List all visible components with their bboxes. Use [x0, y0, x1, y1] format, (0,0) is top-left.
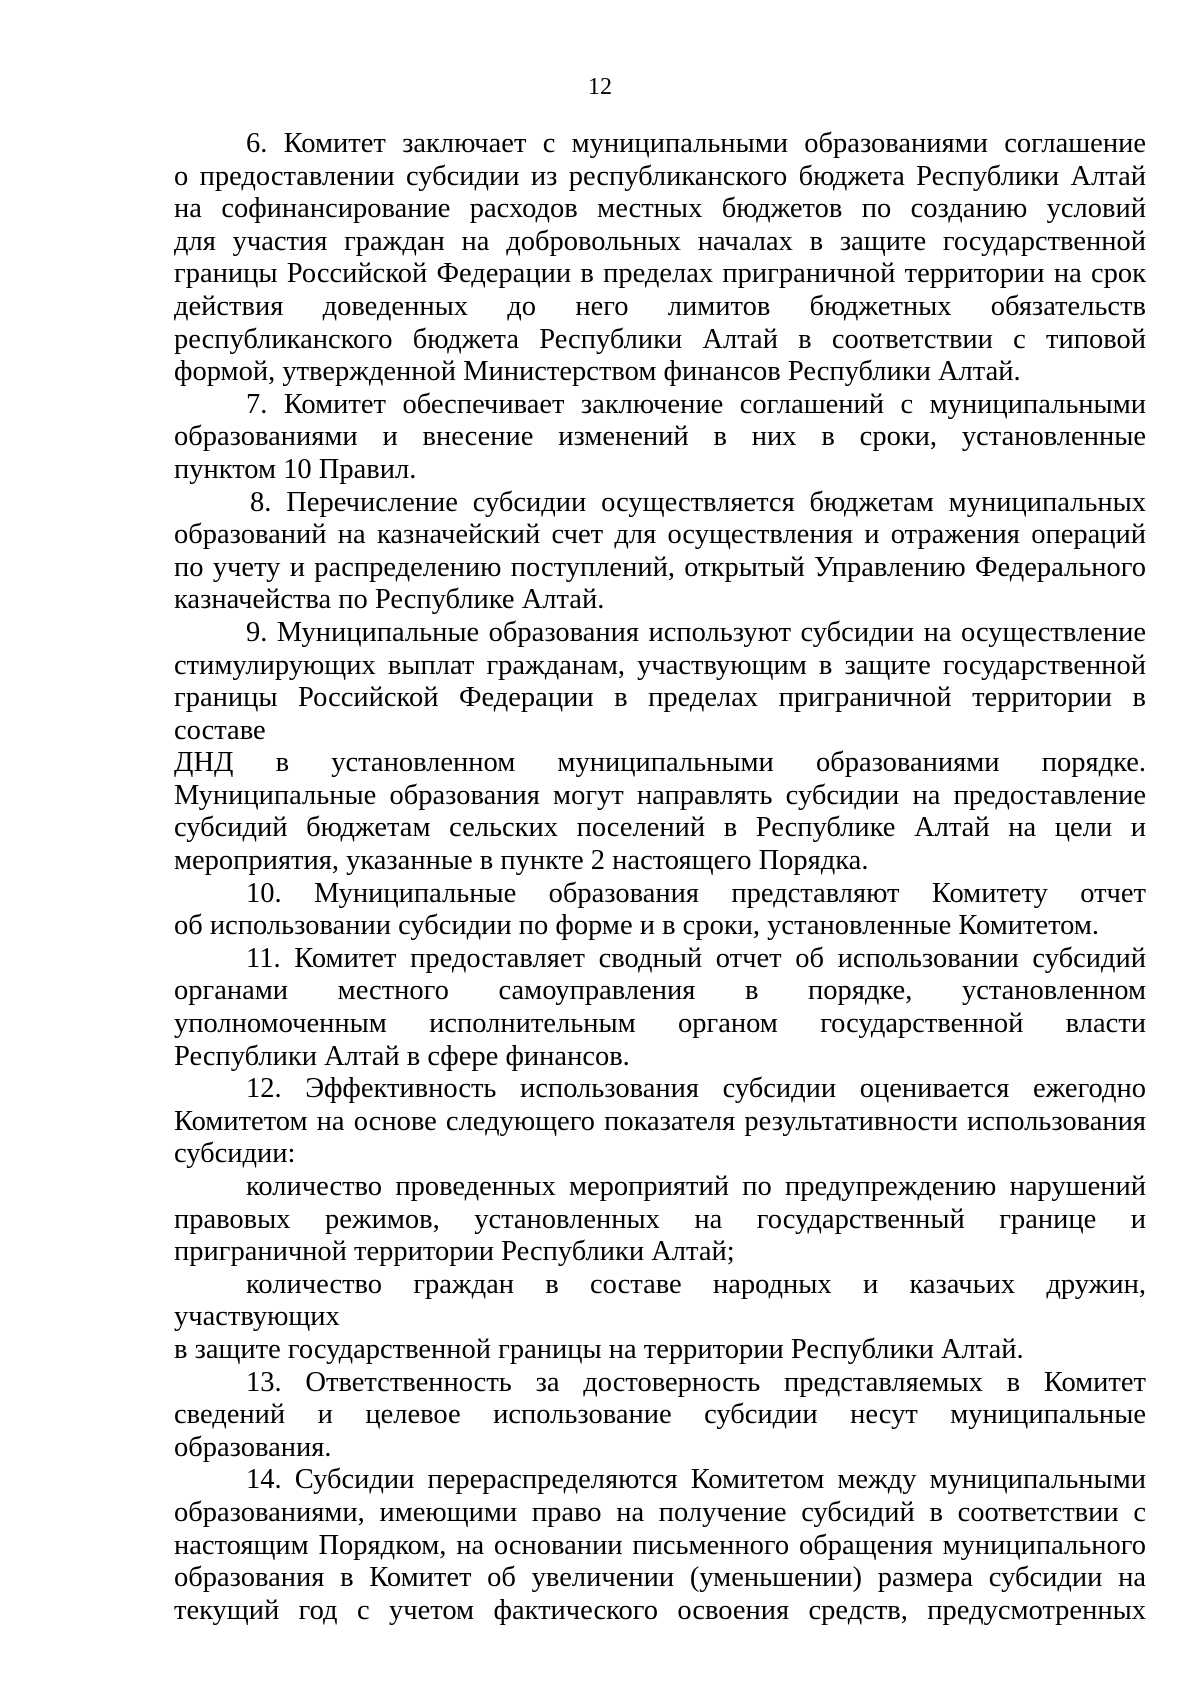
indicator-item: [174, 1171, 1146, 1269]
text-line: по учету и распределению поступлений, открытый Управлению Федерального: [174, 551, 1146, 583]
text-line: границы Российской Федерации в пределах приграничной территории на срок: [174, 258, 1146, 290]
paragraph-13: [174, 1367, 1146, 1465]
text-line: настоящим Порядком, на основании письменного обращения муниципального: [174, 1529, 1146, 1561]
indicator-item: [174, 1269, 1146, 1367]
text-line: для участия граждан на добровольных началах в защите государственной: [174, 225, 1146, 257]
text-line: казначейства по Республике Алтай.: [174, 584, 605, 616]
text-line: формой, утвержденной Министерством финансов Республики Алтай.: [174, 356, 1021, 388]
paragraph-11: [174, 943, 1146, 1073]
text-line: 11. Комитет предоставляет сводный отчет об использовании субсидий: [246, 942, 1146, 974]
paragraph-6: [174, 128, 1146, 389]
text-line: границы Российской Федерации в пределах приграничной территории в составе: [174, 682, 1146, 746]
text-line: мероприятия, указанные в пункте 2 настоящего Порядка.: [174, 845, 869, 877]
text-line: стимулирующих выплат гражданам, участвующим в защите государственной: [174, 649, 1146, 681]
text-line: текущий год с учетом фактического освоения средств, предусмотренных: [174, 1594, 1146, 1626]
text-line: приграничной территории Республики Алтай;: [174, 1236, 735, 1268]
paragraph-10: [174, 878, 1146, 943]
paragraph-8: [174, 487, 1146, 617]
text-line: уполномоченным исполнительным органом государственной власти: [174, 1008, 1146, 1040]
page-number: 12: [588, 74, 612, 100]
text-line: количество граждан в составе народных и казачьих дружин, участвующих: [174, 1268, 1146, 1333]
text-line: 14. Субсидии перераспределяются Комитетом между муниципальными: [246, 1464, 1146, 1496]
text-line: образованиями и внесение изменений в них в сроки, установленные: [174, 421, 1146, 453]
text-line: образования в Комитет об увеличении (уменьшении) размера субсидии на: [174, 1562, 1146, 1594]
text-line: сведений и целевое использование субсидии несут муниципальные: [174, 1399, 1146, 1431]
text-line: образования.: [174, 1431, 332, 1463]
text-line: 7. Комитет обеспечивает заключение соглашений с муниципальными: [246, 388, 1146, 420]
paragraph-14: [174, 1464, 1146, 1627]
paragraph-12: [174, 1073, 1146, 1171]
text-line: 8. Перечисление субсидии осуществляется бюджетам муниципальных: [250, 486, 1146, 518]
text-line: субсидии:: [174, 1138, 296, 1170]
text-line: пунктом 10 Правил.: [174, 453, 417, 485]
text-line: органами местного самоуправления в порядке, установленном: [174, 975, 1146, 1007]
text-line: правовых режимов, установленных на государственный границе и: [174, 1203, 1146, 1235]
text-line: 13. Ответственность за достоверность представляемых в Комитет: [246, 1366, 1146, 1398]
text-line: о предоставлении субсидии из республиканского бюджета Республики Алтай: [174, 160, 1146, 192]
text-line: Комитетом на основе следующего показателя результативности использования: [174, 1105, 1146, 1137]
text-line: количество проведенных мероприятий по предупреждению нарушений: [246, 1171, 1146, 1202]
text-line: на софинансирование расходов местных бюджетов по созданию условий: [174, 193, 1146, 225]
document-body: [174, 128, 1146, 1627]
text-line: Муниципальные образования могут направлять субсидии на предоставление: [174, 779, 1146, 811]
text-line: ДНД в установленном муниципальными образованиями порядке.: [174, 747, 1146, 779]
text-line: субсидий бюджетам сельских поселений в Республике Алтай на цели и: [174, 812, 1146, 844]
paragraph-9: [174, 617, 1146, 878]
text-line: 12. Эффективность использования субсидии оценивается ежегодно: [246, 1073, 1146, 1105]
text-line: республиканского бюджета Республики Алтай в соответствии с типовой: [174, 323, 1146, 355]
text-line: образований на казначейский счет для осуществления и отражения операций: [174, 519, 1146, 551]
text-line: действия доведенных до него лимитов бюджетных обязательств: [174, 290, 1146, 322]
text-line: образованиями, имеющими право на получение субсидий в соответствии с: [174, 1496, 1146, 1528]
paragraph-7: [174, 389, 1146, 487]
text-line: Республики Алтай в сфере финансов.: [174, 1040, 630, 1072]
text-line: об использовании субсидии по форме и в сроки, установленные Комитетом.: [174, 910, 1100, 942]
text-line: в защите государственной границы на территории Республики Алтай.: [174, 1333, 1024, 1365]
text-line: 10. Муниципальные образования представляют Комитету отчет: [246, 877, 1146, 909]
text-line: 9. Муниципальные образования используют субсидии на осуществление: [246, 616, 1146, 648]
text-line: 6. Комитет заключает с муниципальными образованиями соглашение: [246, 128, 1146, 159]
